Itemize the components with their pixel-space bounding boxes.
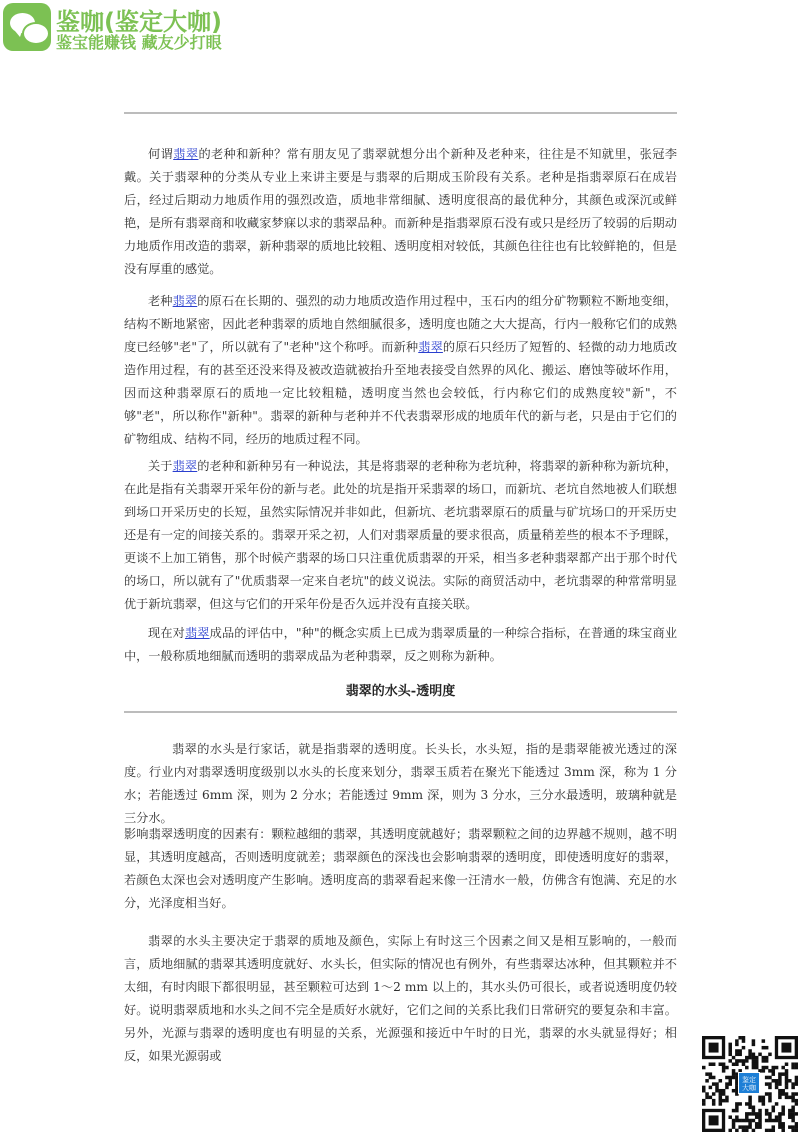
feicui-link[interactable]: 翡翠 xyxy=(173,147,199,161)
feicui-link[interactable]: 翡翠 xyxy=(172,294,198,308)
article-paragraph: 影响翡翠透明度的因素有：颗粒越细的翡翠，其透明度就越好；翡翠颗粒之间的边界越不规则，越不明显，其透明度越高，否则透明度就差；翡翠颜色的深浅也会影响翡翠的透明度，即使透明度好的翡翠，若颜色太深也会对透明度产生影响。透明度高的翡翠看起来像一汪清水一般，仿佛含有饱满、充足的水分，光泽度相当好。 xyxy=(124,827,677,910)
site-watermark-logo xyxy=(0,0,260,54)
section-heading: 翡翠的水头-透明度 xyxy=(345,684,456,699)
watermark-brand-name: 鉴咖(鉴定大咖) xyxy=(56,8,222,36)
qr-code-icon[interactable] xyxy=(702,1036,798,1132)
article-paragraph: 老种翡翠的原石在长期的、强烈的动力地质改造作用过程中，玉石内的组分矿物颗粒不断地变细，结构不断地紧密，因此老种翡翠的质地自然细腻很多，透明度也随之大大提高，行内一般称它们的成熟度已经够"老"了，所以就有了"老种"这个称呼。而新种翡翠的原石只经历了短暂的、轻微的动力地质改造作用过程，有的甚至还没来得及被改造就被抬升至地表接受自然界的风化、搬运、磨蚀等破坏作用，因而这种翡翠原石的质地一定比较粗糙，透明度当然也会较低，行内称它们的成熟度较"新"，不够"老"，所以称作"新种"。翡翠的新种与老种并不代表翡翠形成的地质年代的新与老，只是由于它们的矿物组成、结构不同，经历的地质过程不同。 xyxy=(124,294,678,446)
feicui-link[interactable]: 翡翠 xyxy=(184,626,210,640)
article-paragraph: 翡翠的水头是行家话，就是指翡翠的透明度。长头长，水头短，指的是翡翠能被光透过的深度。行业内对翡翠透明度级别以水头的长度来划分，翡翠玉质若在聚光下能透过 3mm 深，称为 1 分水；若能透过 6mm 深，则为 2 分水；若能透过 9mm 深，则为 3 分水，三分水最透明，玻璃种就是三分水。 xyxy=(124,742,677,825)
article-paragraph: 现在对翡翠成品的评估中，"种"的概念实质上已成为翡翠质量的一种综合指标，在普通的珠宝商业中，一般称质地细腻而透明的翡翠成品为老种翡翠，反之则称为新种。 xyxy=(124,626,678,663)
article-paragraph: 何谓翡翠的老种和新种？常有朋友见了翡翠就想分出个新种及老种来，往往是不知就里，张冠李戴。关于翡翠种的分类从专业上来讲主要是与翡翠的后期成玉阶段有关系。老种是指翡翠原石在成岩后，经过后期动力地质作用的强烈改造，质地非常细腻、透明度很高的最优种分，其颜色或深沉或鲜艳，是所有翡翠商和收藏家梦寐以求的翡翠品种。而新种是指翡翠原石没有或只是经历了较弱的后期动力地质作用改造的翡翠，新种翡翠的质地比较粗、透明度相对较低，其颜色往往也有比较鲜艳的，但是没有厚重的感觉。 xyxy=(124,147,678,276)
qr-center-badge: 鉴定大咖 xyxy=(738,1072,760,1094)
feicui-link[interactable]: 翡翠 xyxy=(418,340,443,354)
article-paragraph: 翡翠的水头主要决定于翡翠的质地及颜色，实际上有时这三个因素之间又是相互影响的，一般而言，质地细腻的翡翠其透明度就好、水头长，但实际的情况也有例外，有些翡翠达冰种，但其颗粒并不太细，有时肉眼下都很明显，甚至颗粒可达到 1～2 mm 以上的，其水头仍可很长，或者说透明度仍较好。说明翡翠质地和水头之间不完全是质好水就好，它们之间的关系比我们日常研究的要复杂和丰富。另外，光源与翡翠的透明度也有明显的关系，光源强和接近中午时的日光，翡翠的水头就显得好；相反，如果光源弱或 xyxy=(124,934,677,1063)
article-paragraph: 关于翡翠的老种和新种另有一种说法，其是将翡翠的老种称为老坑种，将翡翠的新种称为新坑种，在此是指有关翡翠开采年份的新与老。此处的坑是指开采翡翠的场口，而新坑、老坑自然地被人们联想到场口开采历史的长短，虽然实际情况并非如此，但新坑、老坑翡翠原石的质量与矿坑场口的开采历史还是有一定的间接关系的。翡翠开采之初，人们对翡翠质量的要求很高，质量稍差些的根本不予理睬，更谈不上加工销售，那个时候产翡翠的场口只注重优质翡翠的开采，相当多老种翡翠都产出于那个时代的场口，所以就有了"优质翡翠一定来自老坑"的歧义说法。实际的商贸活动中，老坑翡翠的种常常明显优于新坑翡翠，但这与它们的开采年份是否久远并没有直接关联。 xyxy=(124,459,678,611)
top-divider xyxy=(124,112,677,114)
watermark-slogan: 鉴宝能赚钱 藏友少打眼 xyxy=(56,33,222,52)
feicui-link[interactable]: 翡翠 xyxy=(172,459,198,473)
section-divider xyxy=(124,711,677,713)
wechat-chat-icon xyxy=(3,3,51,51)
